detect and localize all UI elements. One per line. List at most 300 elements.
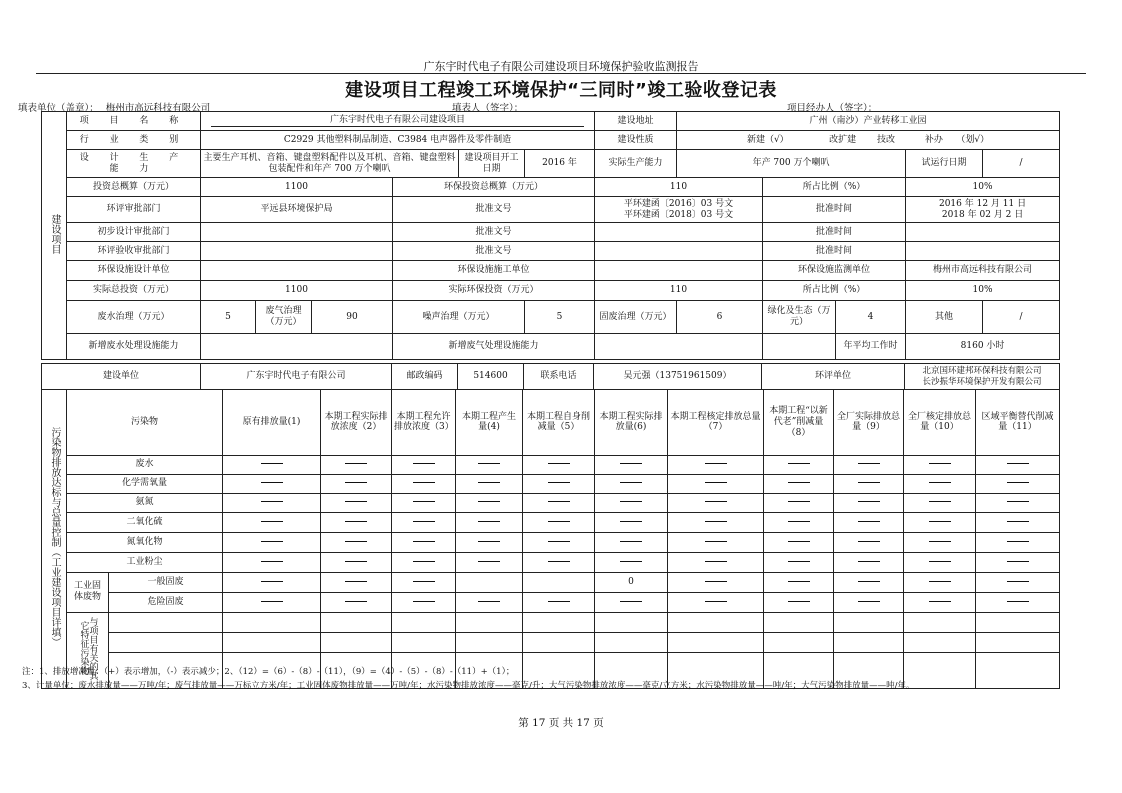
env-budget: 110 <box>595 178 763 197</box>
trial-date-label: 试运行日期 <box>906 150 983 178</box>
other-label: 其他 <box>906 301 983 334</box>
col-header-11: 区域平衡替代削减量（11） <box>976 390 1060 456</box>
dash-mark <box>705 501 727 502</box>
pollutant-value-8 <box>764 455 834 474</box>
pollutant-value-9 <box>834 552 904 572</box>
pollutant-value-1 <box>223 512 321 532</box>
pollutant-value-4 <box>456 474 523 493</box>
dash-mark <box>929 521 951 522</box>
pollutant-value-4 <box>456 552 523 572</box>
blank-cell <box>834 632 904 652</box>
dash-mark <box>413 581 435 582</box>
pollutant-value-4 <box>456 592 523 612</box>
start-date-label: 建设项目开工日期 <box>459 150 525 178</box>
dash-mark <box>705 581 727 582</box>
pollutant-value-3 <box>392 592 456 612</box>
industry-label: 行 业 类 别 <box>67 131 201 150</box>
noise-value: 5 <box>525 301 595 334</box>
pollutant-value-11 <box>976 493 1060 512</box>
annual-hours: 8160 小时 <box>906 334 1060 360</box>
col-header-4: 本期工程产生量(4) <box>456 390 523 456</box>
trial-date: / <box>983 150 1060 178</box>
pollutant-value-8 <box>764 552 834 572</box>
pollutant-value-3 <box>392 493 456 512</box>
dash-mark <box>261 541 283 542</box>
pollutant-value-5 <box>523 493 595 512</box>
col-header-7: 本期工程核定排放总量（7） <box>668 390 764 456</box>
dash-mark <box>413 541 435 542</box>
ratio: 10% <box>906 178 1060 197</box>
wastegas-label: 废气治理（万元） <box>256 301 312 334</box>
pollutant-value-9 <box>834 592 904 612</box>
design-capacity-label: 设 计 生 产 能 力 <box>67 150 201 178</box>
col-header-9: 全厂实际排放总量（9） <box>834 390 904 456</box>
noise-label: 噪声治理（万元） <box>393 301 525 334</box>
blank-cell <box>392 632 456 652</box>
dash-mark <box>858 501 880 502</box>
pollutant-value-10 <box>904 493 976 512</box>
project-info-table <box>41 111 1060 360</box>
dash-mark <box>705 521 727 522</box>
dash-mark <box>620 463 642 464</box>
other-pollutant-1 <box>109 612 223 632</box>
pollutant-value-7 <box>668 552 764 572</box>
pollutant-value-10 <box>904 552 976 572</box>
blank-cell <box>223 632 321 652</box>
manager-signature: 项目经办人（签字）： <box>787 103 878 114</box>
blank-cell <box>764 632 834 652</box>
pollutant-value-6 <box>595 455 668 474</box>
eia-approval-no-label: 批准文号 <box>393 197 595 223</box>
eia-unit: 北京国环建邦环保科技有限公司 长沙振华环境保护开发有限公司 <box>905 364 1060 390</box>
wastewater-label: 废水治理（万元） <box>67 301 201 334</box>
dash-mark <box>548 501 570 502</box>
dash-mark <box>858 581 880 582</box>
table-row <box>42 572 1060 592</box>
pollutant-value-3 <box>392 552 456 572</box>
page-title: 建设项目工程竣工环境保护“三同时”竣工验收登记表 <box>345 80 777 101</box>
pollutant-value-9 <box>834 474 904 493</box>
pollutant-value-8 <box>764 493 834 512</box>
table-row <box>42 532 1060 552</box>
acceptance-approval-time <box>906 242 1060 261</box>
project-name: 广东宇时代电子有限公司建设项目 <box>201 112 595 131</box>
dash-mark <box>620 521 642 522</box>
eia-unit-label: 环评单位 <box>762 364 905 390</box>
blank-cell <box>834 612 904 632</box>
pollutant-value-5 <box>523 532 595 552</box>
builder-label: 建设单位 <box>42 364 201 390</box>
actual-invest-label: 实际总投资（万元） <box>67 281 201 301</box>
pollutant-value-1 <box>223 455 321 474</box>
dash-mark <box>478 521 500 522</box>
new-gas-cap-label: 新增废气处理设施能力 <box>393 334 595 360</box>
note-line-2: 3、计量单位：废水排放量——万吨/年；废气排放量——万标立方米/年；工业固体废物排放量——万吨/年；水污染物排放浓度——毫克/升；大气污染物排放浓度——毫克/立方米；水污染物排放量——吨/年；大气污染物排放量——吨/年。 <box>22 681 915 691</box>
pollutant-value-11 <box>976 532 1060 552</box>
prelim-approval-time-label: 批准时间 <box>763 223 906 242</box>
dash-mark <box>705 482 727 483</box>
dash-mark <box>858 601 880 602</box>
pollutant-value-2 <box>321 493 392 512</box>
table-row <box>42 455 1060 474</box>
col-header-8: 本期工程“以新代老”削减量（8） <box>764 390 834 456</box>
dash-mark <box>345 521 367 522</box>
pollutant-value-10 <box>904 512 976 532</box>
pollutant-value-6 <box>595 474 668 493</box>
pollutant-value-11 <box>976 474 1060 493</box>
dash-mark <box>788 541 810 542</box>
wastegas-value: 90 <box>312 301 393 334</box>
fill-unit-value: 梅州市高远科技有限公司 <box>105 103 211 114</box>
solid-value: 6 <box>677 301 763 334</box>
dash-mark <box>929 463 951 464</box>
acceptance-approval-no <box>595 242 763 261</box>
pollutant-value-5 <box>523 455 595 474</box>
pollutant-value-7 <box>668 455 764 474</box>
dash-mark <box>788 482 810 483</box>
dash-mark <box>929 581 951 582</box>
dash-mark <box>1007 561 1029 562</box>
pollutant-value-8 <box>764 474 834 493</box>
pollutant-value-11 <box>976 572 1060 592</box>
eia-dept: 平远县环境保护局 <box>201 197 393 223</box>
col-header-1: 原有排放量(1) <box>223 390 321 456</box>
blank-cell <box>523 612 595 632</box>
running-header: 广东宇时代电子有限公司建设项目环境保护验收监测报告 <box>423 60 699 73</box>
budget-label: 投资总概算（万元） <box>67 178 201 197</box>
design-capacity: 主要生产耳机、音箱、键盘塑料配件以及耳机、音箱、键盘塑料包装配件和年产 700 万个喇叭 <box>201 150 459 178</box>
pollutant-value-5 <box>523 592 595 612</box>
pollutant-value-11 <box>976 592 1060 612</box>
dash-mark <box>478 561 500 562</box>
fill-unit-label: 填表单位（盖章）： <box>18 103 99 114</box>
solid-label: 固废治理（万元） <box>595 301 677 334</box>
pollutant-value-5 <box>523 474 595 493</box>
pollutant-value-2 <box>321 455 392 474</box>
dash-mark <box>345 561 367 562</box>
blank-cell <box>763 334 836 360</box>
header-divider <box>36 73 1086 74</box>
table-row <box>42 592 1060 612</box>
pollutant-value-4 <box>456 532 523 552</box>
dash-mark <box>1007 463 1029 464</box>
dash-mark <box>929 501 951 502</box>
wastewater-value: 5 <box>201 301 256 334</box>
actual-capacity-label: 实际生产能力 <box>595 150 677 178</box>
actual-capacity: 年产 700 万个喇叭 <box>677 150 906 178</box>
col-header-10: 全厂核定排放总量（10） <box>904 390 976 456</box>
pollutant-value-6 <box>595 552 668 572</box>
location-label: 建设地址 <box>595 112 677 131</box>
dash-mark <box>1007 541 1029 542</box>
pollutant-name: 工业粉尘 <box>67 552 223 572</box>
pollutant-value-1 <box>223 474 321 493</box>
dash-mark <box>548 463 570 464</box>
pollutant-value-2 <box>321 552 392 572</box>
green-value: 4 <box>836 301 906 334</box>
table-row <box>42 474 1060 493</box>
pollutant-value-10 <box>904 532 976 552</box>
dash-mark <box>345 581 367 582</box>
prelim-approval-time <box>906 223 1060 242</box>
actual-env-invest-label: 实际环保投资（万元） <box>393 281 595 301</box>
blank-cell <box>321 632 392 652</box>
dash-mark <box>788 601 810 602</box>
env-budget-label: 环保投资总概算（万元） <box>393 178 595 197</box>
dash-mark <box>261 482 283 483</box>
new-ww-cap <box>201 334 393 360</box>
pollutant-value-7 <box>668 592 764 612</box>
filler-signature: 填表人（签字）： <box>452 103 524 114</box>
blank-cell <box>976 632 1060 652</box>
blank-cell <box>595 612 668 632</box>
dash-mark <box>788 581 810 582</box>
pollutant-name: 危险固废 <box>109 592 223 612</box>
pollutant-value-3 <box>392 455 456 474</box>
pollutant-value-9 <box>834 512 904 532</box>
pollutant-value-9 <box>834 455 904 474</box>
col-header-2: 本期工程实际排放浓度（2） <box>321 390 392 456</box>
design-unit <box>201 261 393 281</box>
col-header-5: 本期工程自身削减量（5） <box>523 390 595 456</box>
monitor-unit: 梅州市高远科技有限公司 <box>906 261 1060 281</box>
pollutant-value-4 <box>456 455 523 474</box>
dash-mark <box>858 521 880 522</box>
pollutant-value-4 <box>456 493 523 512</box>
other-group-label: 与项目有关的其它特征污染物 <box>67 612 109 688</box>
table-row <box>42 552 1060 572</box>
new-ww-cap-label: 新增废水处理设施能力 <box>67 334 201 360</box>
dash-mark <box>548 482 570 483</box>
blank-cell <box>976 652 1060 688</box>
dash-mark <box>1007 482 1029 483</box>
dash-mark <box>705 463 727 464</box>
pollutant-value-5 <box>523 512 595 532</box>
other-value: / <box>983 301 1060 334</box>
nature: 新建（√） 改扩建 技改 补办 （划√） <box>677 131 1060 150</box>
dash-mark <box>413 601 435 602</box>
pollutant-table <box>41 389 1060 689</box>
new-gas-cap <box>595 334 763 360</box>
pollutant-value-9 <box>834 532 904 552</box>
dash-mark <box>413 521 435 522</box>
dash-mark <box>705 561 727 562</box>
other-pollutant-2 <box>109 632 223 652</box>
pollutant-value-5 <box>523 552 595 572</box>
dash-mark <box>548 521 570 522</box>
eia-approval-time-label: 批准时间 <box>763 197 906 223</box>
blank-cell <box>456 612 523 632</box>
pollutant-value-2 <box>321 474 392 493</box>
budget: 1100 <box>201 178 393 197</box>
pollutant-value-8 <box>764 512 834 532</box>
dash-mark <box>620 601 642 602</box>
dash-mark <box>858 482 880 483</box>
dash-mark <box>620 501 642 502</box>
design-unit-label: 环保设施设计单位 <box>67 261 201 281</box>
dash-mark <box>261 501 283 502</box>
dash-mark <box>929 601 951 602</box>
eia-dept-label: 环评审批部门 <box>67 197 201 223</box>
pollutant-value-11 <box>976 455 1060 474</box>
dash-mark <box>705 541 727 542</box>
pollutant-value-8 <box>764 572 834 592</box>
table-row <box>42 493 1060 512</box>
pollutant-value-1 <box>223 552 321 572</box>
project-name-label: 项 目 名 称 <box>67 112 201 131</box>
dash-mark <box>478 482 500 483</box>
pollutant-value-11 <box>976 512 1060 532</box>
col-header-3: 本期工程允许排放浓度（3） <box>392 390 456 456</box>
green-label: 绿化及生态（万元） <box>763 301 836 334</box>
dash-mark <box>788 463 810 464</box>
dash-mark <box>1007 501 1029 502</box>
builder-table <box>41 363 1060 390</box>
dash-mark <box>261 581 283 582</box>
dash-mark <box>705 601 727 602</box>
blank-cell <box>595 632 668 652</box>
pollutant-name: 一般固废 <box>109 572 223 592</box>
nature-label: 建设性质 <box>595 131 677 150</box>
dash-mark <box>261 463 283 464</box>
pollutant-value-5 <box>523 572 595 592</box>
dash-mark <box>858 561 880 562</box>
pollutant-name: 废水 <box>67 455 223 474</box>
postcode-label: 邮政编码 <box>392 364 458 390</box>
pollutant-name: 氨氮 <box>67 493 223 512</box>
dash-mark <box>478 463 500 464</box>
dash-mark <box>1007 601 1029 602</box>
pollutant-value-10 <box>904 455 976 474</box>
dash-mark <box>345 501 367 502</box>
blank-cell <box>668 632 764 652</box>
pollutant-value-3 <box>392 532 456 552</box>
pollutant-value-2 <box>321 512 392 532</box>
construct-unit-label: 环保设施施工单位 <box>393 261 595 281</box>
monitor-unit-label: 环保设施监测单位 <box>763 261 906 281</box>
pollutant-value-7 <box>668 532 764 552</box>
pollutant-value-6 <box>595 592 668 612</box>
dash-mark <box>478 601 500 602</box>
pollutant-value-6: 0 <box>595 572 668 592</box>
prelim-approval-no-label: 批准文号 <box>393 223 595 242</box>
pollutant-value-7 <box>668 474 764 493</box>
pollutant-value-8 <box>764 532 834 552</box>
pollutant-name: 二氧化硫 <box>67 512 223 532</box>
blank-cell <box>523 632 595 652</box>
pollutant-value-9 <box>834 572 904 592</box>
pollutant-value-6 <box>595 532 668 552</box>
pollutant-value-2 <box>321 532 392 552</box>
note-line-1: 注：1、排放增减量：（+）表示增加，（-）表示减少；2、（12）=（6）-（8）-（11），（9）=（4）-（5）-（8）-（11）+（1）； <box>22 667 515 677</box>
eia-approval-time: 2016 年 12 月 11 日 2018 年 02 月 2 日 <box>906 197 1060 223</box>
dash-mark <box>413 482 435 483</box>
pollutant-value-1 <box>223 592 321 612</box>
dash-mark <box>413 463 435 464</box>
actual-invest: 1100 <box>201 281 393 301</box>
start-date: 2016 年 <box>525 150 595 178</box>
blank-cell <box>321 612 392 632</box>
dash-mark <box>620 561 642 562</box>
pollutant-value-7 <box>668 512 764 532</box>
industry: C2929 其他塑料制品制造、C3984 电声器件及零件制造 <box>201 131 595 150</box>
actual-env-invest: 110 <box>595 281 763 301</box>
blank-cell <box>976 612 1060 632</box>
pollutant-value-6 <box>595 493 668 512</box>
pollutant-value-7 <box>668 493 764 512</box>
phone-label: 联系电话 <box>524 364 594 390</box>
acceptance-dept-label: 环评验收审批部门 <box>67 242 201 261</box>
dash-mark <box>261 601 283 602</box>
dash-mark <box>478 541 500 542</box>
dash-mark <box>548 601 570 602</box>
section-construction-project: 建设项目 <box>42 112 67 360</box>
pollutant-value-10 <box>904 592 976 612</box>
dash-mark <box>261 561 283 562</box>
acceptance-approval-time-label: 批准时间 <box>763 242 906 261</box>
acceptance-approval-no-label: 批准文号 <box>393 242 595 261</box>
blank-cell <box>668 612 764 632</box>
dash-mark <box>413 501 435 502</box>
eia-approval-no: 平环建函〔2016〕03 号文 平环建函〔2018〕03 号文 <box>595 197 763 223</box>
postcode: 514600 <box>458 364 524 390</box>
prelim-dept-label: 初步设计审批部门 <box>67 223 201 242</box>
dash-mark <box>345 463 367 464</box>
dash-mark <box>478 501 500 502</box>
dash-mark <box>929 482 951 483</box>
dash-mark <box>345 601 367 602</box>
pollutant-name: 氮氧化物 <box>67 532 223 552</box>
col-header-6: 本期工程实际排放量(6) <box>595 390 668 456</box>
pollutant-value-2 <box>321 592 392 612</box>
blank-cell <box>456 632 523 652</box>
pollutant-value-10 <box>904 474 976 493</box>
col-header-pollutant: 污染物 <box>67 390 223 456</box>
dash-mark <box>929 561 951 562</box>
phone: 吴元强（13751961509） <box>594 364 762 390</box>
dash-mark <box>345 541 367 542</box>
prelim-dept <box>201 223 393 242</box>
pollutant-value-8 <box>764 592 834 612</box>
actual-ratio: 10% <box>906 281 1060 301</box>
builder: 广东宇时代电子有限公司 <box>201 364 392 390</box>
dash-mark <box>929 541 951 542</box>
dash-mark <box>345 482 367 483</box>
table-row <box>42 632 1060 652</box>
acceptance-dept <box>201 242 393 261</box>
pollutant-value-3 <box>392 512 456 532</box>
solid-group-label: 工业固体废物 <box>67 572 109 612</box>
pollutant-value-2 <box>321 572 392 592</box>
dash-mark <box>1007 521 1029 522</box>
location: 广州（南沙）产业转移工业园 <box>677 112 1060 131</box>
pollutant-value-10 <box>904 572 976 592</box>
dash-mark <box>858 541 880 542</box>
pollutant-value-4 <box>456 512 523 532</box>
pollutant-value-6 <box>595 512 668 532</box>
annual-hours-label: 年平均工作时 <box>836 334 906 360</box>
dash-mark <box>620 482 642 483</box>
section-pollutant-control: 污染物排放达标与总量控制（工业建设项目详填） <box>42 390 67 689</box>
dash-mark <box>858 463 880 464</box>
pollutant-value-3 <box>392 572 456 592</box>
pollutant-value-1 <box>223 532 321 552</box>
page-number: 第 17 页 共 17 页 <box>518 717 604 729</box>
pollutant-value-4 <box>456 572 523 592</box>
dash-mark <box>620 541 642 542</box>
pollutant-value-1 <box>223 493 321 512</box>
construct-unit <box>595 261 763 281</box>
